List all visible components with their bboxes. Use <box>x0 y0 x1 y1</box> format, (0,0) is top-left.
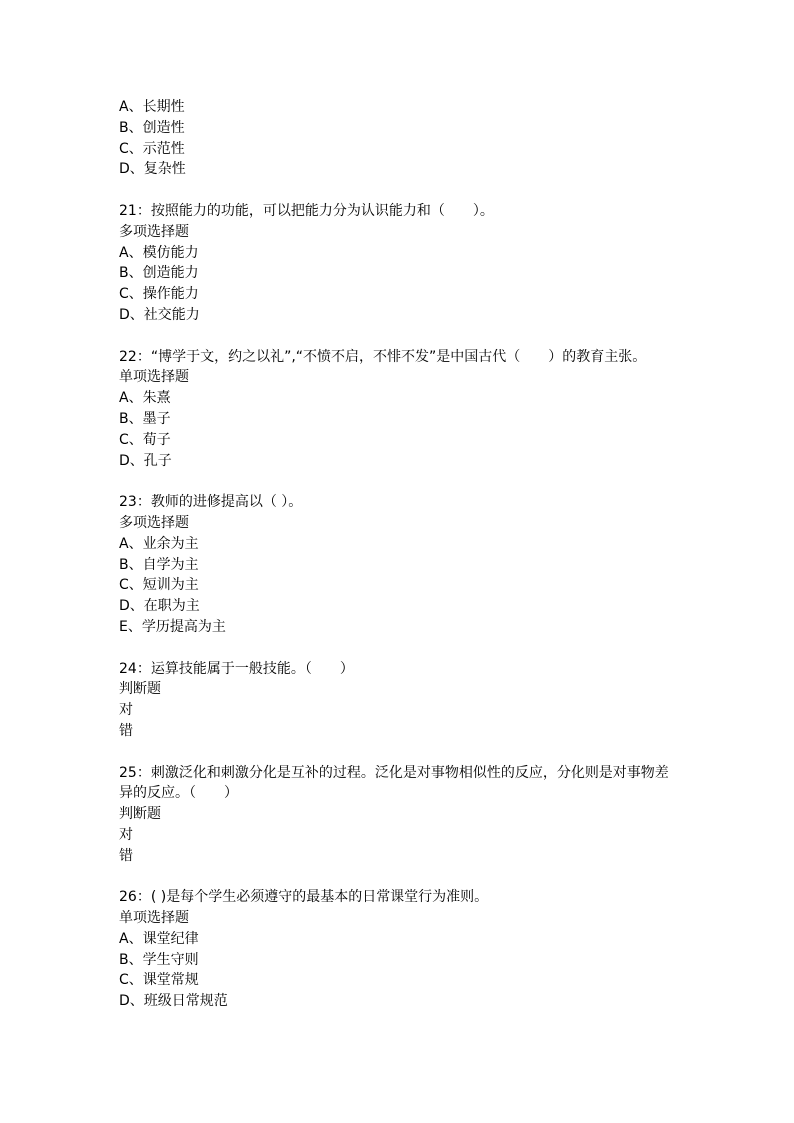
answer-option: C、操作能力 <box>119 286 199 303</box>
question-type: 多项选择题 <box>119 223 189 240</box>
answer-option: A、业余为主 <box>119 535 199 552</box>
question-block <box>119 887 699 1012</box>
answer-option: B、学生守则 <box>119 951 199 968</box>
question-type: 单项选择题 <box>119 369 189 386</box>
question-type: 多项选择题 <box>119 514 189 531</box>
answer-option: D、班级日常规范 <box>119 993 228 1010</box>
spacer <box>119 180 699 201</box>
answer-option: B、创造能力 <box>119 265 199 282</box>
answer-option: B、创造性 <box>119 119 185 136</box>
question-text: 22：“博学于文，约之以礼”,“不愤不启，不悱不发”是中国古代（ ）的教育主张。 <box>119 348 647 365</box>
question-text: 24：运算技能属于一般技能。（ ） <box>119 660 354 677</box>
answer-option: 错 <box>119 847 133 864</box>
spacer <box>119 742 699 763</box>
question-text: 21：按照能力的功能，可以把能力分为认识能力和（ ）。 <box>119 202 494 219</box>
question-block <box>119 763 699 867</box>
spacer <box>119 326 699 347</box>
answer-option: C、短训为主 <box>119 577 199 594</box>
question-block <box>119 347 699 472</box>
answer-option: B、自学为主 <box>119 556 199 573</box>
answer-option: D、孔子 <box>119 452 172 469</box>
question-text: 26：( )是每个学生必须遵守的最基本的日常课堂行为准则。 <box>119 889 489 906</box>
answer-option: 对 <box>119 702 133 719</box>
answer-option: A、模仿能力 <box>119 244 199 261</box>
spacer <box>119 866 699 887</box>
answer-option: D、在职为主 <box>119 598 200 615</box>
answer-option: A、长期性 <box>119 99 185 115</box>
question-type: 判断题 <box>119 806 161 823</box>
answer-option: D、复杂性 <box>119 161 186 178</box>
answer-option: 对 <box>119 826 133 843</box>
question-text: 异的反应。（ ） <box>119 785 238 802</box>
document-body <box>119 97 699 1012</box>
answer-option: E、学历提高为主 <box>119 618 226 635</box>
answer-option: A、课堂纪律 <box>119 930 199 947</box>
spacer <box>119 471 699 492</box>
answer-option: C、示范性 <box>119 140 185 157</box>
question-block <box>119 659 699 742</box>
question-text: 23：教师的进修提高以（ ）。 <box>119 494 303 511</box>
question-block <box>119 97 699 180</box>
question-type: 单项选择题 <box>119 910 189 927</box>
question-block <box>119 492 699 638</box>
question-type: 判断题 <box>119 681 161 698</box>
answer-option: 错 <box>119 722 133 739</box>
question-text: 25：刺激泛化和刺激分化是互补的过程。泛化是对事物相似性的反应，分化则是对事物差 <box>119 764 669 781</box>
answer-option: C、课堂常规 <box>119 972 199 989</box>
answer-option: D、社交能力 <box>119 306 200 323</box>
answer-option: B、墨子 <box>119 410 171 427</box>
spacer <box>119 638 699 659</box>
answer-option: A、朱熹 <box>119 390 171 407</box>
answer-option: C、荀子 <box>119 431 171 448</box>
question-block <box>119 201 699 326</box>
